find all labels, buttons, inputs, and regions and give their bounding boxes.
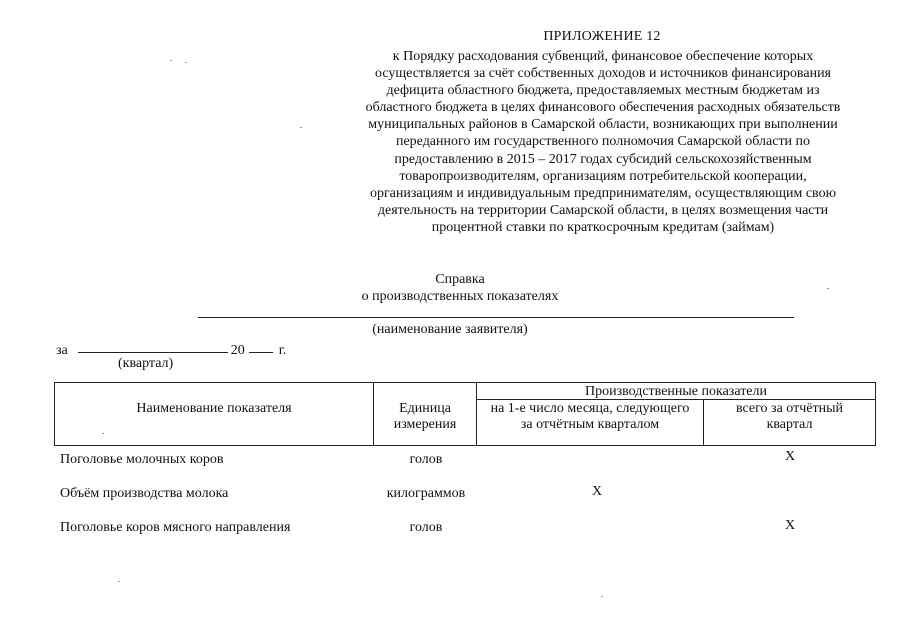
appendix-description (318, 48, 888, 236)
header-unit-line: измерения (393, 417, 457, 432)
header-total (704, 401, 875, 433)
appendix-line: дефицита областного бюджета, предоставляемых местным бюджетам из (386, 83, 820, 99)
document-title: Справка (435, 272, 485, 287)
appendix-line: к Порядку расходования субвенций, финансовое обеспечение которых (392, 49, 814, 64)
year-blank-field[interactable] (249, 340, 273, 353)
appendix-title: ПРИЛОЖЕНИЕ 12 (543, 29, 661, 44)
row-name: Объём производства молока (60, 486, 229, 501)
table-border-right (875, 382, 876, 446)
header-total-line: всего за отчётный (736, 401, 843, 416)
appendix-line: переданного им государственного полномочия Самарской области по (395, 134, 811, 150)
appendix-line: предоставлению в 2015 – 2017 годах субсидий сельскохозяйственным (394, 151, 812, 167)
quarter-blank-field[interactable] (78, 340, 228, 353)
scan-speck (300, 127, 302, 128)
appendix-line: деятельность на территории Самарской области, в целях возмещения части (377, 202, 829, 218)
scan-speck (102, 433, 104, 434)
row-unit: килограммов (386, 486, 466, 501)
period-prefix: за (56, 343, 68, 358)
scan-speck (601, 596, 603, 597)
header-unit-line: Единица (399, 401, 451, 416)
appendix-line: организациям и индивидуальным предпринимателям, осуществляющим свою (369, 185, 837, 201)
table-border-left (54, 382, 55, 446)
appendix-line: товаропроизводителям, организациям потребительской кооперации, (399, 168, 807, 184)
applicant-caption: (наименование заявителя) (372, 322, 528, 337)
header-unit (374, 401, 476, 433)
scan-speck (118, 581, 120, 582)
header-total-line: квартал (766, 417, 813, 432)
row-name: Поголовье коров мясного направления (60, 520, 291, 535)
scan-speck (170, 60, 172, 61)
row-name: Поголовье молочных коров (60, 452, 224, 467)
period-year: 20 (230, 343, 245, 358)
applicant-name-field[interactable] (198, 317, 794, 318)
scan-speck (185, 62, 187, 63)
header-indicator: Наименование показателя (136, 401, 292, 416)
period-suffix: г. (278, 343, 287, 358)
scan-speck (827, 288, 829, 289)
header-first-day (477, 401, 703, 433)
header-production-group: Производственные показатели (584, 384, 768, 399)
header-first-day-line: на 1-е число месяца, следующего (490, 401, 690, 416)
appendix-line: осуществляется за счёт собственных доходов и источников финансирования (374, 66, 831, 82)
table-border-top (54, 382, 876, 383)
appendix-line: областного бюджета в целях финансового обеспечения расходных обязательств (365, 100, 841, 116)
header-first-day-line: за отчётным кварталом (520, 417, 660, 432)
document-subtitle: о производственных показателях (361, 289, 559, 304)
table-header-bottom (54, 445, 876, 446)
row-unit: голов (409, 520, 443, 535)
row-mark: X (785, 449, 796, 464)
appendix-line: муниципальных районов в Самарской области, возникающих при выполнении (368, 117, 838, 133)
row-unit: голов (409, 452, 443, 467)
appendix-line: процентной ставки по краткосрочным кредитам (займам) (431, 219, 775, 235)
row-mark: X (592, 484, 603, 499)
quarter-caption: (квартал) (118, 356, 174, 371)
row-mark: X (785, 518, 796, 533)
